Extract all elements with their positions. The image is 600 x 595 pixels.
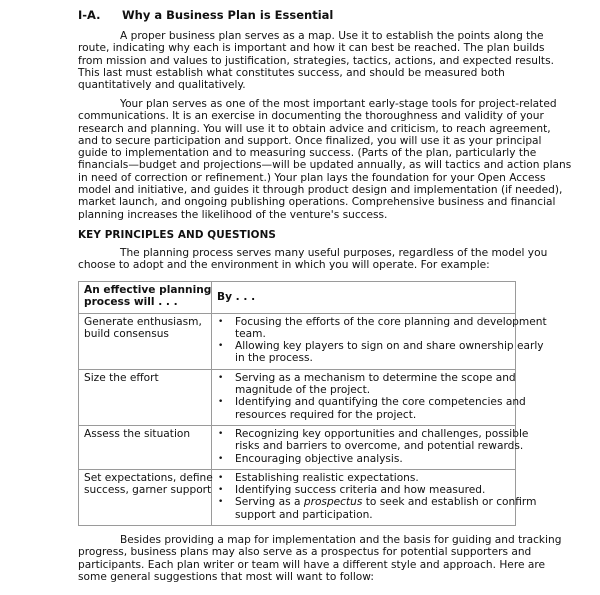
paragraph-line: and to secure participation and support. Once finalized, you will use it as your principal xyxy=(78,134,542,147)
bullet-icon: • xyxy=(218,453,224,464)
paragraph-line: communications. It is an exercise in documenting the thoroughness and validity of your xyxy=(78,110,544,123)
table-row xyxy=(79,425,516,469)
bullet-icon: • xyxy=(218,485,224,496)
paragraph-line: model and initiative, and guides it through product design and implementation (if needed), xyxy=(78,184,563,197)
paragraph-tools xyxy=(78,98,572,221)
paragraph-line: Besides providing a map for implementation and the basis for guiding and tracking xyxy=(120,534,562,546)
list-item: • Identifying success criteria and how measured. xyxy=(218,484,486,497)
bullet-icon: • xyxy=(218,397,224,408)
row-label: Size the effort xyxy=(79,369,212,425)
paragraph-line: progress, business plans may also serve as a prospectus for potential supporters and xyxy=(78,546,532,559)
row-label: Set expectations, define success, garner support xyxy=(79,469,212,525)
paragraph-line: quantitatively and qualitatively. xyxy=(78,79,246,92)
key-principles-heading: KEY PRINCIPLES AND QUESTIONS xyxy=(78,229,276,241)
row-label: Assess the situation xyxy=(79,425,212,469)
bullet-icon: • xyxy=(218,316,224,327)
paragraph-line: market launch, and ongoing publishing operations. Comprehensive business and financial xyxy=(78,196,556,209)
bullet-icon: • xyxy=(218,428,224,439)
bullet-icon: • xyxy=(218,497,224,508)
paragraph-line: some general suggestions that most will want to follow: xyxy=(78,570,374,583)
table-row xyxy=(79,369,516,425)
list-item: • Serving as a mechanism to determine the scope and magnitude of the project. xyxy=(218,371,516,397)
paragraph-line: The planning process serves many useful purposes, regardless of the model you xyxy=(120,247,548,259)
paragraph-line: choose to adopt and the environment in which you will operate. For example: xyxy=(78,259,490,272)
list-item: • Allowing key players to sign on and share ownership early in the process. xyxy=(218,340,544,365)
section-title: Why a Business Plan is Essential xyxy=(122,8,334,22)
planning-table xyxy=(78,281,547,526)
prospectus-emphasis: prospectus xyxy=(303,496,363,509)
table-row xyxy=(79,313,516,369)
bullet-icon: • xyxy=(218,372,224,383)
row-items xyxy=(212,313,547,369)
paragraph-map xyxy=(78,30,554,92)
row-items xyxy=(212,425,529,469)
paragraph-line: from mission and values to justification, strategies, tactics, actions, and expected results. xyxy=(78,54,554,67)
bullet-icon: • xyxy=(218,472,224,483)
table-header-row xyxy=(79,282,516,314)
section-number: I-A. xyxy=(78,8,101,22)
paragraph-line: participants. Each plan writer or team will have a different style and approach. Here are xyxy=(78,558,545,571)
paragraph-line: guide to implementation and to measuring success. (Parts of the plan, particularly the xyxy=(78,147,537,160)
paragraph-line: planning increases the likelihood of the venture's success. xyxy=(78,208,388,221)
paragraph-line: A proper business plan serves as a map. Use it to establish the points along the xyxy=(120,30,544,42)
bullet-icon: • xyxy=(218,341,224,352)
row-items xyxy=(212,369,526,425)
paragraph-line: This last must establish what constitutes success, and should be measured both xyxy=(78,66,505,79)
header-cell-process: An effective planning process will . . . xyxy=(79,282,212,314)
row-items xyxy=(212,469,537,525)
paragraph-line: research and planning. You will use it to obtain advice and criticism, to reach agreement, xyxy=(78,122,551,135)
header-cell-by: By . . . xyxy=(212,282,516,314)
list-item: • Focusing the efforts of the core planning and development team. xyxy=(218,315,547,340)
list-item: • Serving as a prospectus to seek and establish or confirm support and participation. xyxy=(218,496,537,521)
table-row xyxy=(79,469,516,525)
paragraph-line: Your plan serves as one of the most important early-stage tools for project-related xyxy=(120,98,557,110)
paragraph-line: in need of correction or refinement.) Your plan lays the foundation for your Open Access xyxy=(78,171,546,184)
paragraph-prospectus xyxy=(78,534,562,583)
list-item: • Encouraging objective analysis. xyxy=(218,452,403,465)
section-heading xyxy=(78,8,333,22)
paragraph-intro xyxy=(78,247,548,272)
paragraph-line: route, indicating why each is important and how it can best be reached. The plan builds xyxy=(78,42,545,55)
list-item: • Identifying and quantifying the core competencies and resources required for the project. xyxy=(218,396,526,421)
row-label: Generate enthusiasm, build consensus xyxy=(79,313,212,369)
paragraph-line: financials—budget and projections—will be updated annually, as will tactics and action plans xyxy=(78,159,572,172)
list-item: • Recognizing key opportunities and challenges, possible risks and barriers to overcome, and potential rewards. xyxy=(218,427,529,453)
list-item: • Establishing realistic expectations. xyxy=(218,471,419,484)
